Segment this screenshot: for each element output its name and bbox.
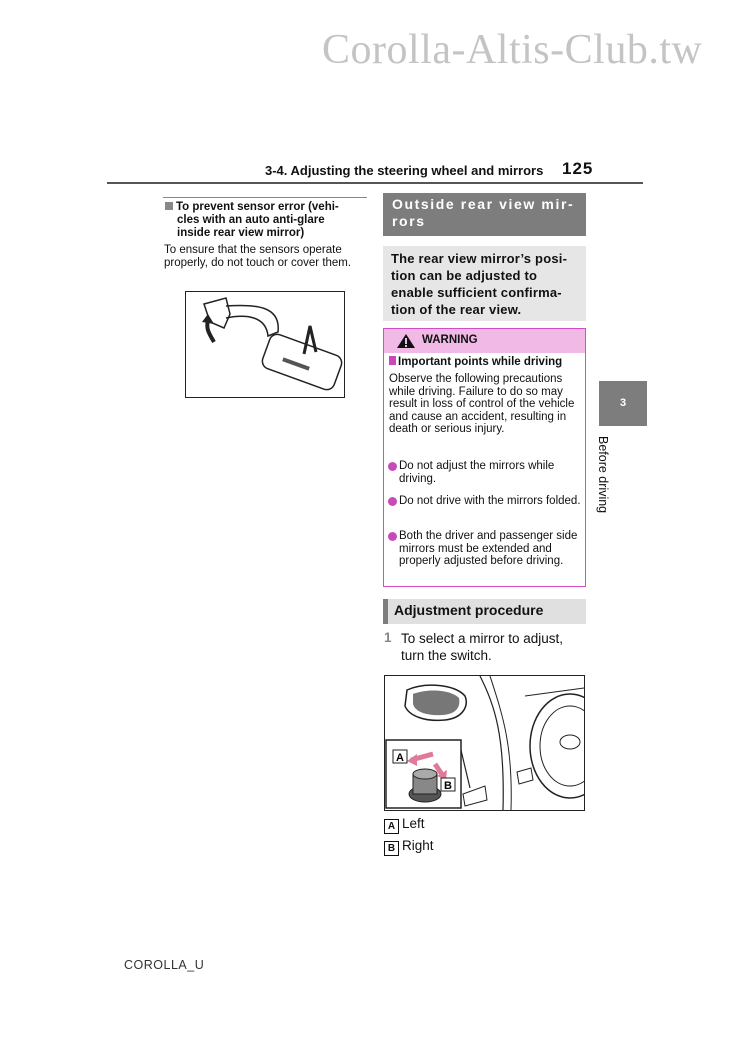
chapter-tab-label: Before driving xyxy=(596,436,610,514)
warning-subheading: Important points while driving xyxy=(389,356,562,368)
bullet-dot-icon xyxy=(388,532,397,541)
left-heading-rule xyxy=(163,197,367,198)
bullet-dot-icon xyxy=(388,497,397,506)
step-number: 1 xyxy=(384,630,392,645)
inside-mirror-illustration xyxy=(186,292,344,397)
legend-item-left: A Left xyxy=(384,816,425,834)
subheading-square-icon xyxy=(389,356,396,365)
bullet-dot-icon xyxy=(388,462,397,471)
section-header-title: 3-4. Adjusting the steering wheel and mirrors xyxy=(265,163,544,178)
warning-bullet: Both the driver and passenger side mirrors must be extended and properly adjusted before driving. xyxy=(388,530,582,568)
heading-square-icon xyxy=(165,202,173,210)
outside-mirrors-section-heading: Outside rear view mir-rors xyxy=(383,193,586,236)
inside-mirror-figure xyxy=(185,291,345,398)
warning-body: Observe the following precautions while driving. Failure to do so may result in loss of control of the vehicle and cause an accident, resulting in death or serious injury. xyxy=(389,373,575,435)
step-text: To select a mirror to adjust, turn the switch. xyxy=(401,631,564,663)
chapter-tab-number: 3 xyxy=(599,381,647,426)
figure-label-a: A xyxy=(396,752,404,764)
warning-label: WARNING xyxy=(422,334,478,346)
legend-key-b: B xyxy=(384,841,399,856)
warning-header xyxy=(384,329,585,353)
figure-label-b: B xyxy=(444,780,452,792)
header-rule xyxy=(107,182,643,184)
watermark: Corolla-Altis-Club.tw xyxy=(322,27,703,73)
warning-box xyxy=(383,328,586,587)
warning-bullet: Do not adjust the mirrors while driving. xyxy=(388,460,582,485)
legend-key-a: A xyxy=(384,819,399,834)
mirror-switch-figure xyxy=(384,675,585,811)
sensor-error-heading: To prevent sensor error (vehi- cles with an auto anti-glare inside rear view mirror) xyxy=(165,201,365,240)
footer-code: COROLLA_U xyxy=(124,958,205,972)
intro-box: The rear view mirror’s posi-tion can be adjusted to enable sufficient confirma-tion of the rear view. xyxy=(383,246,586,321)
sensor-error-text: To ensure that the sensors operate properly, do not touch or cover them. xyxy=(164,244,352,269)
adjustment-procedure-heading: Adjustment procedure xyxy=(383,599,586,624)
page-number: 125 xyxy=(562,159,594,178)
warning-triangle-icon xyxy=(396,333,416,349)
legend-item-right: B Right xyxy=(384,838,434,856)
warning-bullet: Do not drive with the mirrors folded. xyxy=(388,495,582,508)
mirror-switch-illustration xyxy=(385,676,584,810)
